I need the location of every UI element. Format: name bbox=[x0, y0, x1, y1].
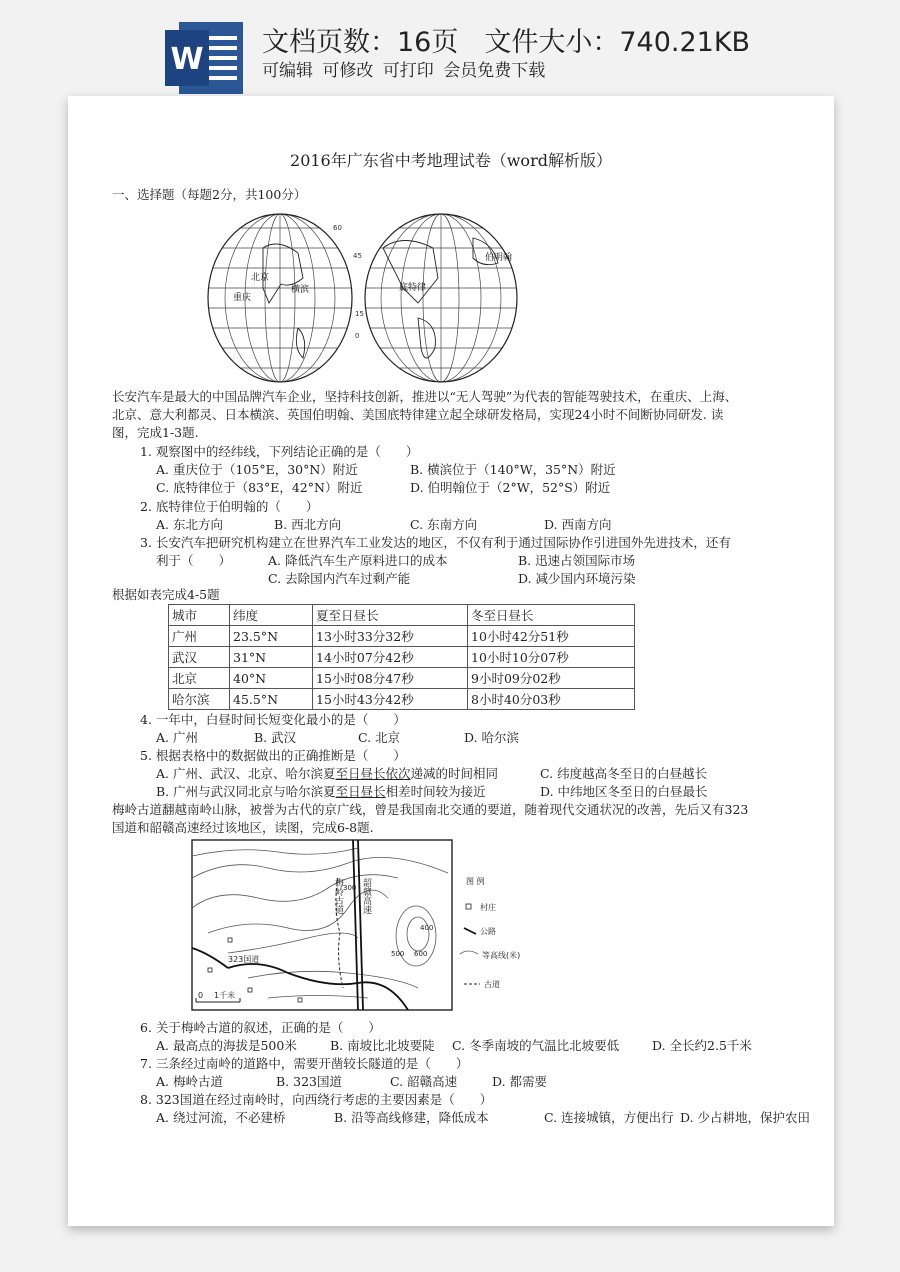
q6-stem: 6. 关于梅岭古道的叙述，正确的是（ ） bbox=[140, 1020, 381, 1035]
intro-table: 根据如表完成4-5题 bbox=[112, 587, 220, 602]
q1-option-b: B. 横滨位于（140°W，35°N）附近 bbox=[410, 462, 616, 477]
q1-option-c: C. 底特律位于（83°E，42°N）附近 bbox=[156, 480, 363, 495]
q8-option-b: B. 沿等高线修建，降低成本 bbox=[334, 1110, 489, 1125]
section-heading: 一、选择题（每题2分，共100分） bbox=[112, 187, 307, 202]
table-header: 纬度 bbox=[230, 605, 313, 626]
q8-option-a: A. 绕过河流，不必建桥 bbox=[156, 1110, 286, 1125]
table-cell: 45.5°N bbox=[230, 689, 313, 710]
intro-map-line-1: 梅岭古道翻越南岭山脉，被誉为古代的京广线，曾是我国南北交通的要道，随着现代交通状况的改善，先后又有323 bbox=[112, 802, 749, 817]
table-cell: 15小时08分47秒 bbox=[313, 668, 468, 689]
q8-option-c: C. 连接城镇，方便出行 bbox=[544, 1110, 674, 1125]
q3-option-c: C. 去除国内汽车过剩产能 bbox=[268, 571, 411, 586]
intro-line-1: 长安汽车是最大的中国品牌汽车企业，坚持科技创新，推进以“无人驾驶”为代表的智能驾驶技术，在重庆、上海、 bbox=[112, 389, 738, 404]
table-cell: 哈尔滨 bbox=[169, 689, 230, 710]
file-size: 文件大小：740.21KB bbox=[484, 27, 751, 58]
q5-b-text-end: 相差时间较为接近 bbox=[385, 784, 486, 799]
legend-title: 图 例 bbox=[466, 877, 485, 886]
q2-option-c: C. 东南方向 bbox=[410, 517, 478, 532]
table-cell: 8小时40分03秒 bbox=[468, 689, 635, 710]
table-cell: 40°N bbox=[230, 668, 313, 689]
q5-b-underlined: 至日昼长 bbox=[335, 784, 386, 799]
q6-option-d: D. 全长约2.5千米 bbox=[652, 1038, 752, 1053]
table-header: 夏至日昼长 bbox=[313, 605, 468, 626]
label-birmingham: 伯明翰 bbox=[485, 253, 513, 263]
table-header-row bbox=[169, 605, 635, 626]
feature-list: 可编辑 可修改 可打印 会员免费下载 bbox=[262, 61, 546, 81]
q1-option-a: A. 重庆位于（105°E，30°N）附近 bbox=[156, 462, 358, 477]
q5-a-text: A. 广州、武汉、北京、哈尔滨夏 bbox=[156, 766, 336, 781]
table-cell: 15小时43分42秒 bbox=[313, 689, 468, 710]
q4-stem: 4. 一年中，白昼时间长短变化最小的是（ ） bbox=[140, 712, 406, 727]
intro-line-3: 图，完成1-3题. bbox=[112, 425, 199, 440]
q1-stem: 1. 观察图中的经纬线，下列结论正确的是（ ） bbox=[140, 444, 419, 459]
table-cell: 23.5°N bbox=[230, 626, 313, 647]
topographic-map bbox=[188, 838, 528, 1016]
intro-line-2: 北京、意大利都灵、日本横滨、英国伯明翰、美国底特律建立起全球研发格局，实现24小时不间断协同研发. 读 bbox=[112, 407, 724, 422]
national-road-label: 323国道 bbox=[228, 955, 260, 964]
table-cell: 31°N bbox=[230, 647, 313, 668]
legend-contour: 等高线(米) bbox=[482, 951, 521, 960]
q2-option-d: D. 西南方向 bbox=[544, 517, 612, 532]
contour-300: 300 bbox=[343, 884, 357, 892]
q3-stem: 3. 长安汽车把研究机构建立在世界汽车工业发达的地区，不仅有利于通过国际协作引进国外先进技术，还有 bbox=[140, 535, 731, 550]
table-header: 冬至日昼长 bbox=[468, 605, 635, 626]
table-row bbox=[169, 668, 635, 689]
contour-400: 400 bbox=[420, 924, 434, 932]
q4-option-d: D. 哈尔滨 bbox=[464, 730, 520, 745]
scale-label: 1千米 bbox=[214, 991, 236, 1000]
q5-b-text: B. 广州与武汉同北京与哈尔滨夏 bbox=[156, 784, 336, 799]
q7-option-d: D. 都需要 bbox=[492, 1074, 548, 1089]
expressway-label: 韶赣高速 bbox=[361, 878, 371, 914]
q4-option-b: B. 武汉 bbox=[254, 730, 297, 745]
lat-label-15: 15 bbox=[355, 310, 364, 318]
lat-label-45: 45 bbox=[353, 252, 362, 260]
label-detroit: 底特律 bbox=[399, 283, 427, 293]
q7-option-b: B. 323国道 bbox=[276, 1074, 342, 1089]
q1-option-d: D. 伯明翰位于（2°W，52°S）附近 bbox=[410, 480, 611, 495]
table-row bbox=[169, 626, 635, 647]
q4-option-a: A. 广州 bbox=[156, 730, 198, 745]
q2-stem: 2. 底特律位于伯明翰的（ ） bbox=[140, 499, 319, 514]
meiling-label: 梅岭古道 bbox=[333, 878, 343, 914]
q5-option-b bbox=[156, 783, 486, 801]
table-cell: 武汉 bbox=[169, 647, 230, 668]
lat-label-0: 0 bbox=[355, 332, 360, 340]
q2-option-a: A. 东北方向 bbox=[156, 517, 223, 532]
page-title: 2016年广东省中考地理试卷（word解析版） bbox=[290, 151, 612, 170]
q7-option-c: C. 韶赣高速 bbox=[390, 1074, 458, 1089]
globes-figure bbox=[203, 208, 533, 388]
q5-option-a bbox=[156, 765, 498, 783]
legend-village: 村庄 bbox=[480, 903, 496, 912]
table-cell: 14小时07分42秒 bbox=[313, 647, 468, 668]
scale-zero: 0 bbox=[198, 991, 204, 1000]
label-chongqing: 重庆 bbox=[233, 293, 252, 303]
q3-option-b: B. 迅速占领国际市场 bbox=[518, 553, 636, 568]
table-cell: 10小时42分51秒 bbox=[468, 626, 635, 647]
q5-option-d: D. 中纬地区冬至日的白昼最长 bbox=[540, 784, 708, 799]
word-document-icon bbox=[165, 22, 243, 94]
table-row bbox=[169, 689, 635, 710]
q2-option-b: B. 西北方向 bbox=[274, 517, 342, 532]
table-cell: 10小时10分07秒 bbox=[468, 647, 635, 668]
file-info bbox=[262, 20, 750, 59]
lat-label-60: 60 bbox=[333, 224, 342, 232]
table-cell: 13小时33分32秒 bbox=[313, 626, 468, 647]
q3-stem-cont: 利于（ ） bbox=[156, 553, 232, 568]
contour-600: 600 bbox=[414, 950, 428, 958]
q6-option-a: A. 最高点的海拔是500米 bbox=[156, 1038, 297, 1053]
q6-option-b: B. 南坡比北坡要陡 bbox=[330, 1038, 435, 1053]
table-cell: 北京 bbox=[169, 668, 230, 689]
q5-a-text-end: 递减的时间相同 bbox=[410, 766, 499, 781]
q8-stem: 8. 323国道在经过南岭时，向西绕行考虑的主要因素是（ ） bbox=[140, 1092, 493, 1107]
intro-map-line-2: 国道和韶赣高速经过该地区，读图，完成6-8题. bbox=[112, 820, 374, 835]
q6-option-c: C. 冬季南坡的气温比北坡要低 bbox=[452, 1038, 620, 1053]
document-page bbox=[68, 96, 834, 1226]
table-row bbox=[169, 647, 635, 668]
q7-stem: 7. 三条经过南岭的道路中，需要开凿较长隧道的是（ ） bbox=[140, 1056, 469, 1071]
table-cell: 广州 bbox=[169, 626, 230, 647]
contour-500: 500 bbox=[391, 950, 405, 958]
download-banner bbox=[0, 0, 900, 96]
word-icon-letter: W bbox=[170, 42, 204, 77]
legend-road: 公路 bbox=[480, 927, 496, 936]
q3-option-a: A. 降低汽车生产原料进口的成本 bbox=[268, 553, 448, 568]
q5-option-c: C. 纬度越高冬至日的白昼越长 bbox=[540, 766, 708, 781]
q5-a-underlined: 至日昼长依次 bbox=[335, 766, 411, 781]
label-beijing: 北京 bbox=[251, 273, 270, 283]
q3-option-d: D. 减少国内环境污染 bbox=[518, 571, 636, 586]
q5-stem: 5. 根据表格中的数据做出的正确推断是（ ） bbox=[140, 748, 406, 763]
label-hengbin: 横滨 bbox=[291, 285, 310, 295]
daylength-table bbox=[168, 604, 635, 710]
q4-option-c: C. 北京 bbox=[358, 730, 401, 745]
table-cell: 9小时09分02秒 bbox=[468, 668, 635, 689]
q8-option-d: D. 少占耕地，保护农田 bbox=[680, 1110, 811, 1125]
table-header: 城市 bbox=[169, 605, 230, 626]
q7-option-a: A. 梅岭古道 bbox=[156, 1074, 223, 1089]
legend-ancient-road: 古道 bbox=[484, 980, 500, 989]
page-count: 文档页数：16页 bbox=[262, 27, 459, 58]
